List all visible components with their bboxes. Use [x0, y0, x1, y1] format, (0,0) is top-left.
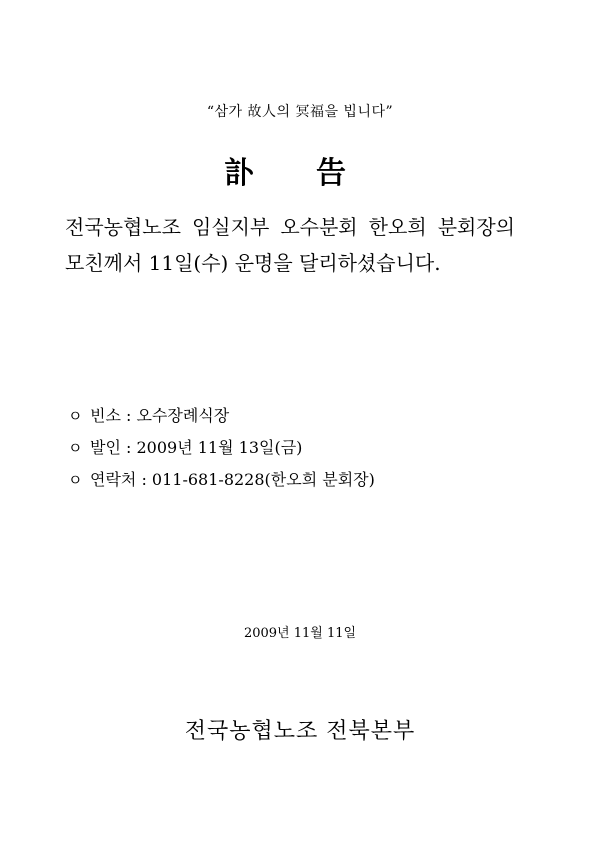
issuing-organization: 전국농협노조 전북본부: [184, 719, 416, 744]
condolence-tagline: “삼가 故人의 冥福을 빕니다”: [206, 104, 394, 120]
info-item-text: 연락처 : 011-681-8228(한오희 분회장): [90, 470, 375, 489]
info-item-text: 빈소 : 오수장례식장: [90, 406, 230, 425]
title-char-1: 訃: [224, 156, 254, 191]
announcement-paragraph: 전국농협노조 임실지부 오수분회 한오희 분회장의 모친께서 11일(수) 운명을 달리하셨습니다.: [65, 215, 515, 275]
info-item-funeral-hall: [68, 400, 375, 432]
info-list: [68, 400, 375, 496]
info-item-contact: [68, 464, 375, 496]
bullet-circle: ㅇ: [68, 439, 83, 457]
info-item-departure: [68, 432, 375, 464]
title-char-2: 告: [316, 156, 346, 191]
issue-date: 2009년 11월 11일: [243, 626, 357, 641]
bullet-circle: ㅇ: [68, 407, 83, 425]
bullet-circle: ㅇ: [68, 471, 83, 489]
info-item-text: 발인 : 2009년 11월 13일(금): [90, 438, 303, 457]
